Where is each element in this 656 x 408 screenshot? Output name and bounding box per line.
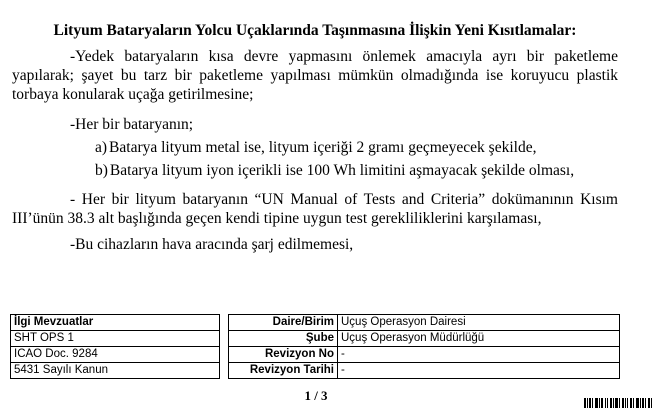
regulation-item: 5431 Sayılı Kanun bbox=[11, 363, 220, 379]
paragraph-spare-batteries: -Yedek bataryaların kısa devre yapmasını önlemek amacıyla ayrı bir paketleme yapılarak; şayet bu tarz bir paketleme yapılması mümkün olmadığında ise koruyucu plastik torbaya konularak uçağa getirilmesine; bbox=[12, 48, 618, 103]
related-regulations-header: İlgi Mevzuatlar bbox=[11, 315, 220, 331]
paragraph-un-manual: - Her bir lityum bataryanın “UN Manual of Tests and Criteria” dokümanının Kısım III’ünün 38.3 alt başlığında geçen kendi tipine uygun test gerekliliklerini karşılaması, bbox=[12, 191, 618, 227]
list-item-a bbox=[95, 138, 536, 157]
regulation-item: ICAO Doc. 9284 bbox=[11, 347, 220, 363]
info-value: Uçuş Operasyon Dairesi bbox=[338, 315, 620, 331]
paragraph-each-battery: -Her bir bataryanın; bbox=[70, 116, 194, 133]
list-item-b bbox=[95, 161, 574, 180]
document-info-table bbox=[228, 314, 620, 379]
info-label: Şube bbox=[229, 331, 338, 347]
info-row-revision-no bbox=[229, 347, 620, 363]
list-item-a-text: Batarya lityum metal ise, lityum içeriği 2 gramı geçmeyecek şekilde, bbox=[109, 139, 537, 156]
info-value: - bbox=[338, 347, 620, 363]
regulation-item: SHT OPS 1 bbox=[11, 331, 220, 347]
list-item-a-letter: a) bbox=[95, 139, 108, 156]
document-title: Lityum Bataryaların Yolcu Uçaklarında Taşınmasına İlişkin Yeni Kısıtlamalar: bbox=[53, 22, 577, 39]
page-number: 1 / 3 bbox=[304, 388, 328, 403]
info-label: Revizyon No bbox=[229, 347, 338, 363]
info-row-revision-date bbox=[229, 363, 620, 379]
info-label: Daire/Birim bbox=[229, 315, 338, 331]
paragraph-no-charging: -Bu cihazların hava aracında şarj edilmemesi, bbox=[70, 236, 354, 253]
list-item-b-text: Batarya lityum iyon içerikli ise 100 Wh limitini aşmayacak şekilde olması, bbox=[109, 162, 575, 179]
info-label: Revizyon Tarihi bbox=[229, 363, 338, 379]
barcode-icon bbox=[584, 398, 654, 408]
info-value: Uçuş Operasyon Müdürlüğü bbox=[338, 331, 620, 347]
info-value: - bbox=[338, 363, 620, 379]
related-regulations-table bbox=[10, 314, 220, 379]
info-row-department bbox=[229, 315, 620, 331]
list-item-b-letter: b) bbox=[95, 162, 108, 179]
info-row-branch bbox=[229, 331, 620, 347]
